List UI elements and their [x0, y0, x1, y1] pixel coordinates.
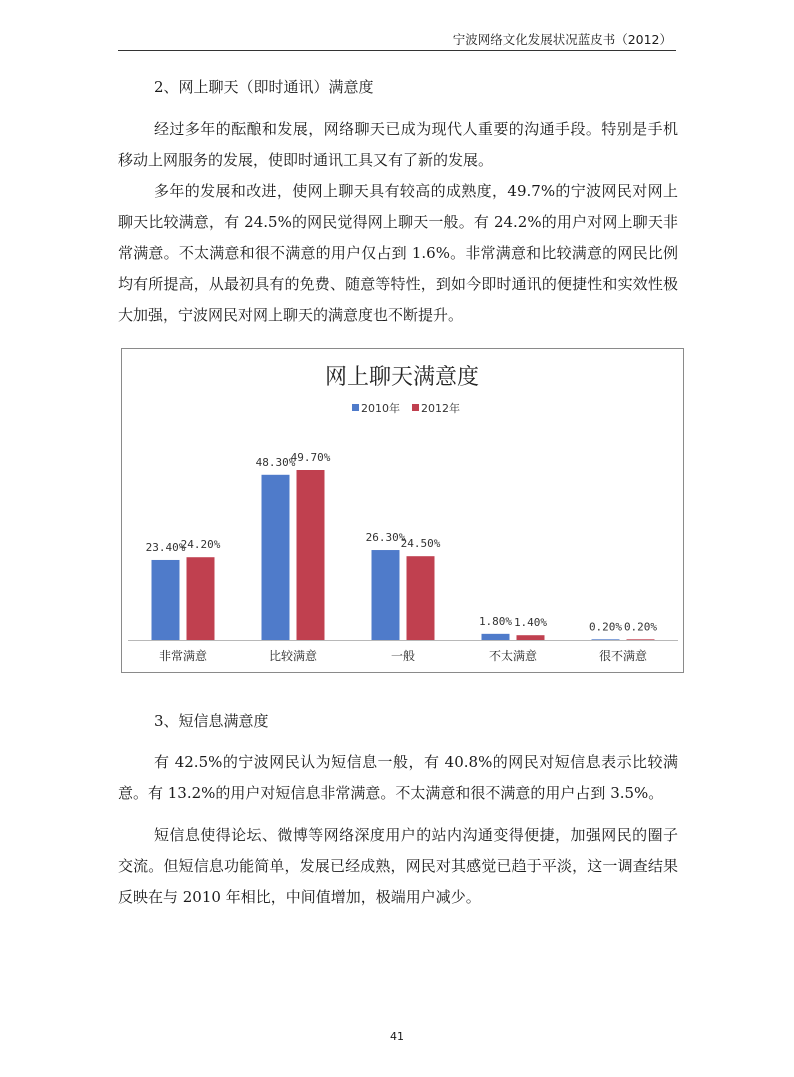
category-label-1: 比较满意	[268, 649, 318, 663]
running-header	[118, 28, 676, 51]
category-label-0: 非常满意	[158, 649, 208, 663]
legend-label-1: 2012年	[421, 402, 460, 415]
bar-1-4	[627, 639, 655, 640]
data-label-1-1: 49.70%	[290, 451, 331, 464]
paragraph-chat-stats: 多年的发展和改进，使网上聊天具有较高的成熟度，49.7%的宁波网民对网上聊天比较满意，有 24.5%的网民觉得网上聊天一般。有 24.2%的用户对网上聊天非常满意。不太满意和很不满意的用户仅占到 1.6%。非常满意和比较满意的网民比例均有所提高，从最初具有的免费、随意等特性，到如今即时通讯的便捷性和实效性极大加强，宁波网民对网上聊天的满意度也不断提升。	[118, 182, 678, 324]
bar-1-3	[517, 635, 545, 640]
section-heading-chat: 2、网上聊天（即时通讯）满意度	[154, 78, 374, 96]
bar-0-4	[592, 639, 620, 640]
legend-label-0: 2010年	[361, 402, 400, 415]
data-label-1-4: 0.20%	[623, 620, 658, 634]
bar-0-3	[482, 634, 510, 640]
chart-title: 网上聊天满意度	[324, 365, 480, 390]
bar-0-1	[262, 475, 290, 640]
data-label-1-0: 24.20%	[180, 538, 221, 552]
data-label-0-0: 23.40%	[145, 540, 186, 554]
category-label-4: 很不满意	[598, 649, 648, 663]
section-heading-sms: 3、短信息满意度	[154, 712, 269, 730]
satisfaction-bar-chart	[122, 349, 683, 672]
paragraph-sms-stats: 有 42.5%的宁波网民认为短信息一般，有 40.8%的网民对短信息表示比较满意。有 13.2%的用户对短信息非常满意。不太满意和很不满意的用户占到 3.5%。	[118, 753, 678, 802]
header-title: 宁波网络文化发展状况蓝皮书（2012）	[452, 32, 672, 47]
category-label-3: 不太满意	[488, 649, 538, 663]
category-label-2: 一般	[390, 649, 416, 663]
legend-swatch-0	[352, 404, 359, 411]
data-label-1-2: 24.50%	[400, 537, 441, 551]
paragraph-sms-analysis: 短信息使得论坛、微博等网络深度用户的站内沟通变得便捷，加强网民的圈子交流。但短信息功能简单，发展已经成熟，网民对其感觉已趋于平淡，这一调查结果反映在与 2010 年相比，中间值增加，极端用户减少。	[118, 826, 678, 906]
bar-0-2	[372, 550, 400, 640]
data-label-0-4: 0.20%	[588, 620, 623, 634]
bar-1-1	[297, 470, 325, 640]
page-number: 41	[390, 1030, 404, 1043]
bar-1-2	[407, 556, 435, 640]
legend-swatch-1	[412, 404, 419, 411]
data-label-0-3: 1.80%	[478, 614, 513, 628]
data-label-1-3: 1.40%	[513, 616, 548, 630]
bar-1-0	[187, 557, 215, 640]
data-label-0-1: 48.30%	[255, 455, 296, 469]
bar-0-0	[152, 560, 180, 640]
paragraph-chat-intro: 经过多年的酝酿和发展，网络聊天已成为现代人重要的沟通手段。特别是手机移动上网服务的发展，使即时通讯工具又有了新的发展。	[118, 120, 678, 169]
chart-frame	[121, 348, 684, 673]
data-label-0-2: 26.30%	[365, 531, 406, 545]
